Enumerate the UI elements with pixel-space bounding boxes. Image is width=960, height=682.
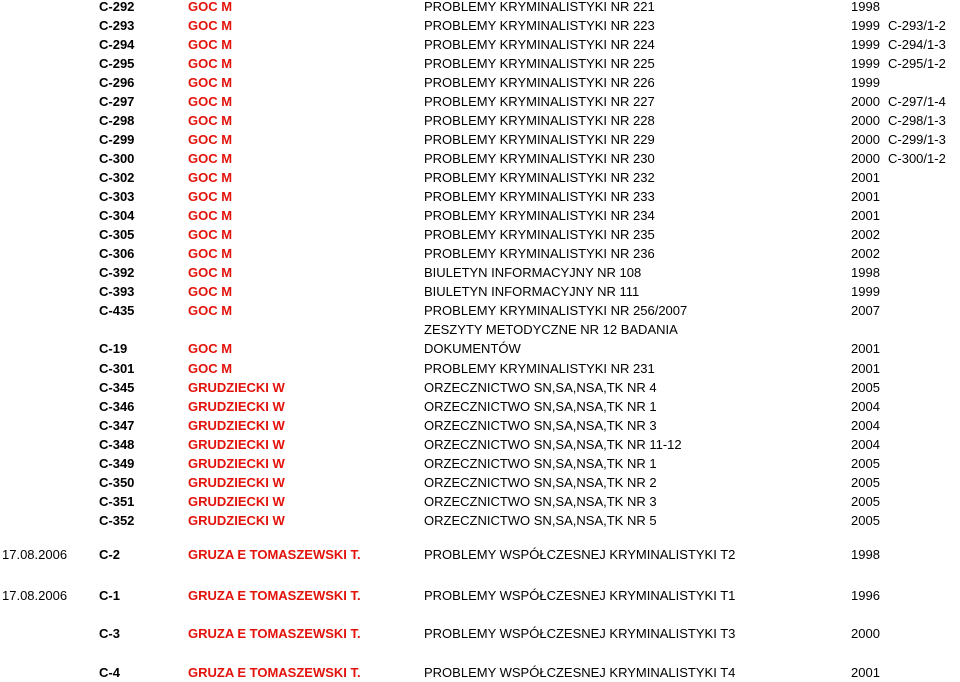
publication-title: PROBLEMY KRYMINALISTYKI NR 235 bbox=[424, 227, 655, 242]
publication-title: PROBLEMY KRYMINALISTYKI NR 256/2007 bbox=[424, 303, 688, 318]
table-row bbox=[0, 130, 960, 149]
publication-title: ORZECZNICTWO SN,SA,NSA,TK NR 1 bbox=[424, 456, 657, 471]
author-name: GRUDZIECKI W bbox=[188, 380, 285, 395]
author-name: GRUDZIECKI W bbox=[188, 437, 285, 452]
author-name: GRUDZIECKI W bbox=[188, 418, 285, 433]
signature-code: C-2 bbox=[99, 547, 120, 562]
signature-code: C-392 bbox=[99, 265, 135, 280]
table-row bbox=[0, 73, 960, 92]
table-row bbox=[0, 435, 960, 454]
publication-title: PROBLEMY KRYMINALISTYKI NR 226 bbox=[424, 75, 655, 90]
publication-title: PROBLEMY KRYMINALISTYKI NR 228 bbox=[424, 113, 655, 128]
table-row bbox=[0, 92, 960, 111]
author-name: GOC M bbox=[188, 132, 233, 147]
publication-year: 2002 bbox=[851, 227, 880, 242]
publication-title-line-2: DOKUMENTÓW bbox=[424, 341, 521, 356]
acquisition-date: 17.08.2006 bbox=[2, 588, 68, 603]
publication-year: 2001 bbox=[851, 341, 880, 356]
author-name: GOC M bbox=[188, 94, 233, 109]
signature-code: C-293 bbox=[99, 18, 135, 33]
publication-title: ORZECZNICTWO SN,SA,NSA,TK NR 1 bbox=[424, 399, 657, 414]
publication-title: ORZECZNICTWO SN,SA,NSA,TK NR 11-12 bbox=[424, 437, 682, 452]
publication-year: 2000 bbox=[851, 132, 880, 147]
copy-reference: C-298/1-3 bbox=[888, 113, 946, 128]
table-row bbox=[0, 0, 960, 16]
publication-year: 1998 bbox=[851, 265, 880, 280]
publication-year: 2004 bbox=[851, 437, 880, 452]
signature-code: C-1 bbox=[99, 588, 120, 603]
table-row bbox=[0, 492, 960, 511]
table-row bbox=[0, 624, 960, 643]
author-name: GOC M bbox=[188, 246, 233, 261]
table-row bbox=[0, 416, 960, 435]
table-row bbox=[0, 663, 960, 682]
copy-reference: C-300/1-2 bbox=[888, 151, 946, 166]
signature-code: C-435 bbox=[99, 303, 135, 318]
table-row bbox=[0, 586, 960, 605]
author-name: GRUDZIECKI W bbox=[188, 513, 285, 528]
author-name: GOC M bbox=[188, 303, 233, 318]
publication-year: 2000 bbox=[851, 151, 880, 166]
signature-code: C-19 bbox=[99, 341, 128, 356]
publication-title: PROBLEMY KRYMINALISTYKI NR 224 bbox=[424, 37, 655, 52]
table-row bbox=[0, 35, 960, 54]
author-name: GOC M bbox=[188, 208, 233, 223]
publication-year: 1999 bbox=[851, 284, 880, 299]
publication-year: 1999 bbox=[851, 56, 880, 71]
publication-year: 2005 bbox=[851, 494, 880, 509]
publication-title: PROBLEMY KRYMINALISTYKI NR 232 bbox=[424, 170, 655, 185]
signature-code: C-305 bbox=[99, 227, 135, 242]
author-name: GOC M bbox=[188, 227, 233, 242]
copy-reference: C-295/1-2 bbox=[888, 56, 946, 71]
signature-code: C-3 bbox=[99, 626, 120, 641]
signature-code: C-300 bbox=[99, 151, 135, 166]
author-name: GOC M bbox=[188, 361, 233, 376]
publication-title: PROBLEMY KRYMINALISTYKI NR 221 bbox=[424, 0, 655, 14]
author-name: GRUDZIECKI W bbox=[188, 456, 285, 471]
acquisition-date: 17.08.2006 bbox=[2, 547, 68, 562]
publication-year: 2004 bbox=[851, 418, 880, 433]
author-name: GOC M bbox=[188, 170, 233, 185]
signature-code: C-349 bbox=[99, 456, 135, 471]
signature-code: C-302 bbox=[99, 170, 135, 185]
publication-title: PROBLEMY KRYMINALISTYKI NR 236 bbox=[424, 246, 655, 261]
publication-title: ORZECZNICTWO SN,SA,NSA,TK NR 3 bbox=[424, 418, 657, 433]
publication-year: 2005 bbox=[851, 475, 880, 490]
author-name: GOC M bbox=[188, 113, 233, 128]
publication-year: 1998 bbox=[851, 0, 880, 14]
publication-year: 2001 bbox=[851, 189, 880, 204]
copy-reference: C-294/1-3 bbox=[888, 37, 946, 52]
publication-year: 2001 bbox=[851, 208, 880, 223]
publication-title: PROBLEMY KRYMINALISTYKI NR 223 bbox=[424, 18, 655, 33]
author-name: GOC M bbox=[188, 151, 233, 166]
signature-code: C-347 bbox=[99, 418, 135, 433]
author-name: GOC M bbox=[188, 75, 233, 90]
publication-year: 2005 bbox=[851, 380, 880, 395]
signature-code: C-4 bbox=[99, 665, 120, 680]
table-row bbox=[0, 263, 960, 282]
signature-code: C-295 bbox=[99, 56, 135, 71]
publication-title: BIULETYN INFORMACYJNY NR 111 bbox=[424, 284, 640, 299]
publication-title: ORZECZNICTWO SN,SA,NSA,TK NR 4 bbox=[424, 380, 657, 395]
signature-code: C-299 bbox=[99, 132, 135, 147]
table-row bbox=[0, 473, 960, 492]
publication-year: 2001 bbox=[851, 665, 880, 680]
author-name: GRUZA E TOMASZEWSKI T. bbox=[188, 588, 361, 603]
publication-year: 2005 bbox=[851, 513, 880, 528]
table-row bbox=[0, 225, 960, 244]
copy-reference: C-299/1-3 bbox=[888, 132, 946, 147]
signature-code: C-292 bbox=[99, 0, 135, 14]
table-row bbox=[0, 187, 960, 206]
publication-title: PROBLEMY KRYMINALISTYKI NR 233 bbox=[424, 189, 655, 204]
signature-code: C-346 bbox=[99, 399, 135, 414]
signature-code: C-294 bbox=[99, 37, 135, 52]
author-name: GOC M bbox=[188, 0, 233, 14]
publication-title: PROBLEMY WSPÓŁCZESNEJ KRYMINALISTYKI T4 bbox=[424, 665, 736, 680]
publication-title: PROBLEMY WSPÓŁCZESNEJ KRYMINALISTYKI T1 bbox=[424, 588, 736, 603]
author-name: GOC M bbox=[188, 18, 233, 33]
signature-code: C-304 bbox=[99, 208, 135, 223]
publication-year: 1996 bbox=[851, 588, 880, 603]
table-row bbox=[0, 397, 960, 416]
publication-title: ORZECZNICTWO SN,SA,NSA,TK NR 5 bbox=[424, 513, 657, 528]
copy-reference: C-293/1-2 bbox=[888, 18, 946, 33]
copy-reference: C-297/1-4 bbox=[888, 94, 946, 109]
table-row bbox=[0, 511, 960, 530]
author-name: GRUZA E TOMASZEWSKI T. bbox=[188, 547, 361, 562]
publication-year: 1999 bbox=[851, 18, 880, 33]
publication-year: 1998 bbox=[851, 547, 880, 562]
publication-title: PROBLEMY WSPÓŁCZESNEJ KRYMINALISTYKI T2 bbox=[424, 547, 736, 562]
author-name: GOC M bbox=[188, 189, 233, 204]
table-row bbox=[0, 111, 960, 130]
table-row bbox=[0, 244, 960, 263]
author-name: GOC M bbox=[188, 284, 233, 299]
table-row bbox=[0, 168, 960, 187]
author-name: GRUDZIECKI W bbox=[188, 475, 285, 490]
signature-code: C-351 bbox=[99, 494, 135, 509]
signature-code: C-345 bbox=[99, 380, 135, 395]
publication-title: ORZECZNICTWO SN,SA,NSA,TK NR 2 bbox=[424, 475, 657, 490]
signature-code: C-296 bbox=[99, 75, 135, 90]
publication-title: BIULETYN INFORMACYJNY NR 108 bbox=[424, 265, 642, 280]
table-row bbox=[0, 149, 960, 168]
publication-title: PROBLEMY KRYMINALISTYKI NR 231 bbox=[424, 361, 655, 376]
publication-title: PROBLEMY KRYMINALISTYKI NR 230 bbox=[424, 151, 655, 166]
table-row bbox=[0, 454, 960, 473]
publication-title-line-1: ZESZYTY METODYCZNE NR 12 BADANIA bbox=[424, 322, 678, 337]
author-name: GOC M bbox=[188, 56, 233, 71]
author-name: GRUDZIECKI W bbox=[188, 399, 285, 414]
signature-code: C-348 bbox=[99, 437, 135, 452]
author-name: GRUZA E TOMASZEWSKI T. bbox=[188, 626, 361, 641]
publication-year: 2001 bbox=[851, 170, 880, 185]
publication-year: 2005 bbox=[851, 456, 880, 471]
table-row bbox=[0, 301, 960, 320]
table-row bbox=[0, 359, 960, 378]
author-name: GRUZA E TOMASZEWSKI T. bbox=[188, 665, 361, 680]
signature-code: C-352 bbox=[99, 513, 135, 528]
author-name: GOC M bbox=[188, 341, 233, 356]
publication-title: PROBLEMY KRYMINALISTYKI NR 227 bbox=[424, 94, 655, 109]
author-name: GRUDZIECKI W bbox=[188, 494, 285, 509]
publication-year: 1999 bbox=[851, 37, 880, 52]
publication-title: PROBLEMY KRYMINALISTYKI NR 234 bbox=[424, 208, 655, 223]
publication-title: PROBLEMY KRYMINALISTYKI NR 225 bbox=[424, 56, 655, 71]
signature-code: C-301 bbox=[99, 361, 135, 376]
publication-year: 2000 bbox=[851, 626, 880, 641]
publication-year: 2002 bbox=[851, 246, 880, 261]
publication-year: 1999 bbox=[851, 75, 880, 90]
publication-title bbox=[424, 320, 678, 358]
table-row bbox=[0, 545, 960, 564]
publication-year: 2000 bbox=[851, 94, 880, 109]
publication-title: PROBLEMY WSPÓŁCZESNEJ KRYMINALISTYKI T3 bbox=[424, 626, 736, 641]
publication-year: 2000 bbox=[851, 113, 880, 128]
publication-title: ORZECZNICTWO SN,SA,NSA,TK NR 3 bbox=[424, 494, 657, 509]
publication-year: 2001 bbox=[851, 361, 880, 376]
signature-code: C-393 bbox=[99, 284, 135, 299]
signature-code: C-306 bbox=[99, 246, 135, 261]
signature-code: C-298 bbox=[99, 113, 135, 128]
publication-year: 2007 bbox=[851, 303, 880, 318]
table-row bbox=[0, 320, 960, 358]
signature-code: C-350 bbox=[99, 475, 135, 490]
table-row bbox=[0, 54, 960, 73]
author-name: GOC M bbox=[188, 37, 233, 52]
table-row bbox=[0, 206, 960, 225]
publication-year: 2004 bbox=[851, 399, 880, 414]
author-name: GOC M bbox=[188, 265, 233, 280]
signature-code: C-303 bbox=[99, 189, 135, 204]
signature-code: C-297 bbox=[99, 94, 135, 109]
table-row bbox=[0, 282, 960, 301]
table-row bbox=[0, 378, 960, 397]
table-row bbox=[0, 16, 960, 35]
publication-title: PROBLEMY KRYMINALISTYKI NR 229 bbox=[424, 132, 655, 147]
